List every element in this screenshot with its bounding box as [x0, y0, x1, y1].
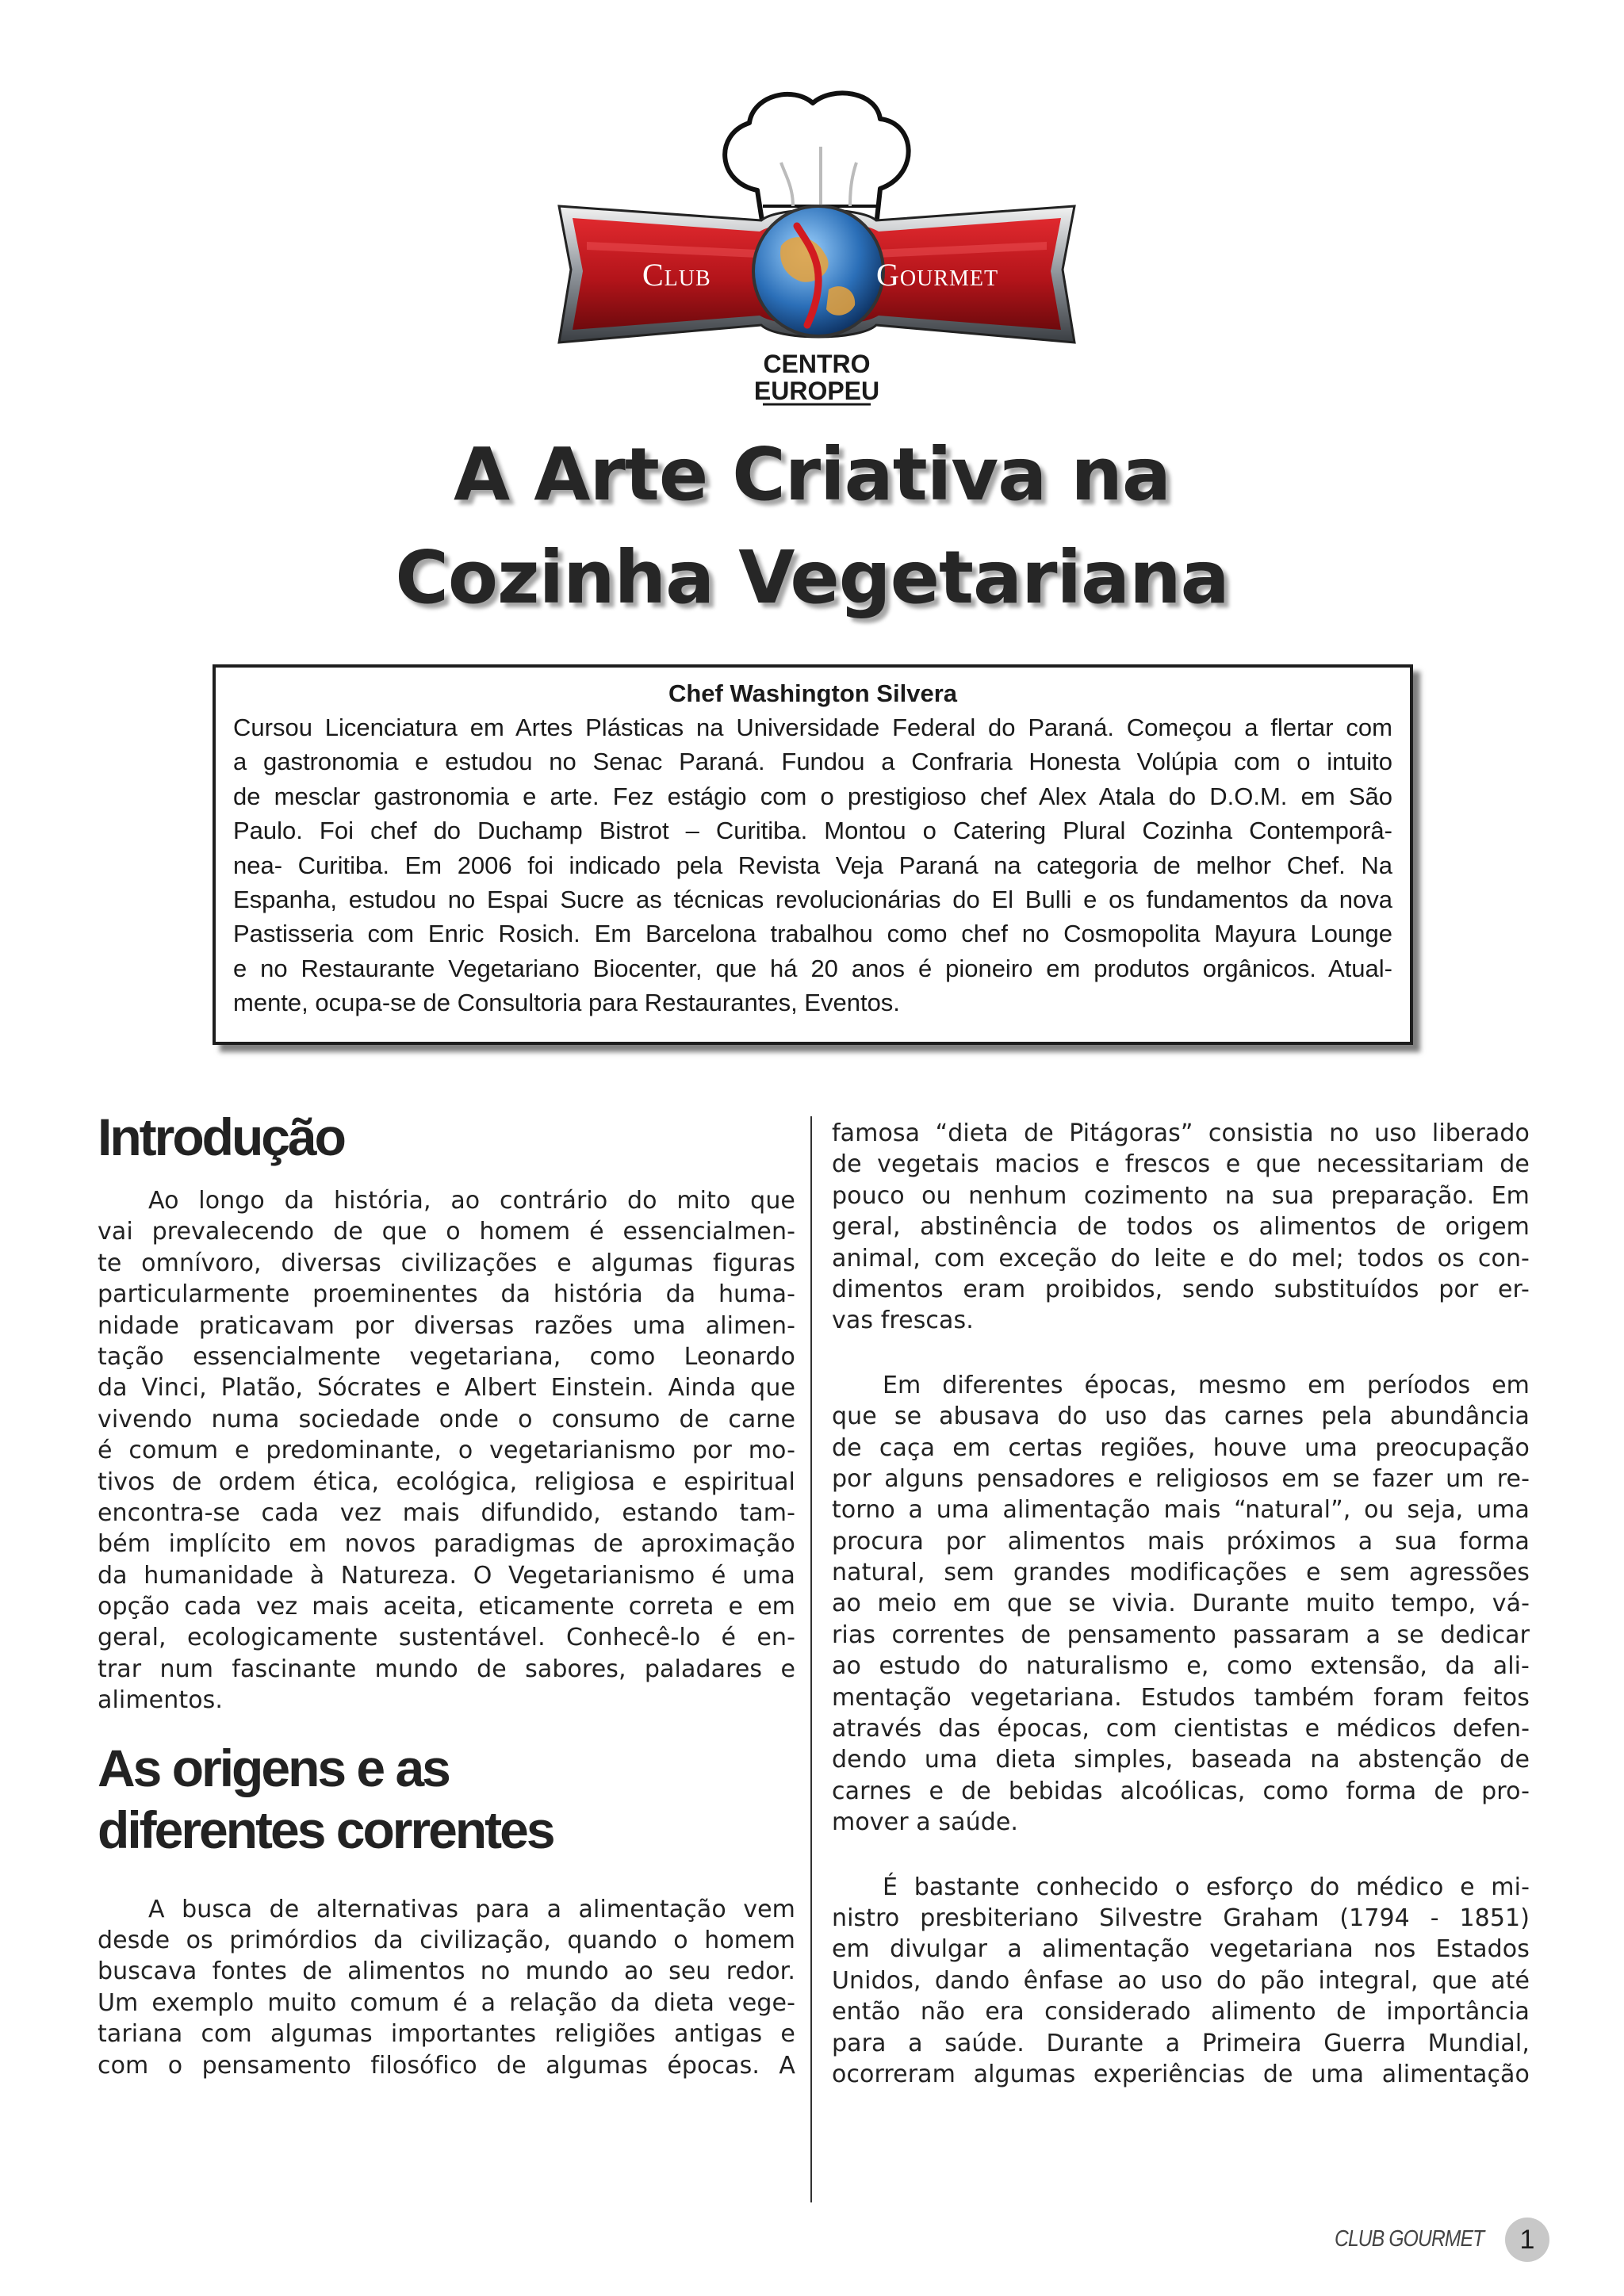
text-line: então não era considerado alimento de importância: [832, 1998, 1530, 2026]
text-line: Um exemplo muito comum é a relação da dieta vege-: [98, 1988, 795, 2017]
text-line: dimentos eram proibidos, sendo substituídos por er-: [832, 1275, 1530, 1303]
text-line: mover a saúde.: [832, 1808, 1019, 1837]
text-line: Ao longo da história, ao contrário do mito que: [148, 1187, 795, 1215]
bio-line: Pastisseria com Enric Rosich. Em Barcelona trabalhou como chef no Cosmopolita Mayura Lounge: [233, 920, 1392, 948]
text-line: pouco ou nenhum cozimento na sua preparação. Em: [832, 1181, 1530, 1210]
text-line: que se abusava do uso das carnes pela abundância: [832, 1402, 1530, 1431]
text-line: vivendo numa sociedade onde o consumo de carne: [98, 1405, 795, 1433]
bio-line: nea- Curitiba. Em 2006 foi indicado pela Revista Veja Paraná na categoria de melhor Chef. Na: [233, 851, 1392, 879]
page-title-line-1: A Arte Criativa na: [454, 432, 1170, 517]
text-line: dendo uma dieta simples, baseada na abstenção de: [832, 1746, 1530, 1774]
text-line: geral, abstinência de todos os alimentos de origem: [832, 1213, 1530, 1242]
club-gourmet-logo: [555, 87, 1078, 420]
text-line: por alguns pensadores e religiosos em se fazer um re-: [832, 1464, 1530, 1493]
page-number-badge: 1: [1505, 2218, 1549, 2262]
bio-line: de mesclar gastronomia e arte. Fez estágio com o prestigioso chef Alex Atala do D.O.M. em São: [233, 782, 1392, 810]
svg-text:Club: Club: [642, 257, 711, 293]
text-line: com o pensamento filosófico de algumas épocas. A: [98, 2051, 795, 2080]
section-heading-origens-line-1: As origens e as: [98, 1738, 449, 1797]
chef-name: Chef Washington Silvera: [668, 679, 957, 707]
text-line: geral, ecologicamente sustentável. Conhecê-lo é en-: [98, 1624, 795, 1652]
text-line: alimentos.: [98, 1686, 224, 1715]
svg-text:EUROPEU: EUROPEU: [753, 377, 880, 405]
text-line: torno a uma alimentação mais “natural”, ou seja, uma: [832, 1496, 1530, 1525]
text-line: ao meio em que se vivia. Durante muito tempo, vá-: [832, 1590, 1530, 1618]
text-line: da humanidade à Natureza. O Vegetarianismo é uma: [98, 1561, 795, 1590]
text-line: buscava fontes de alimentos no mundo ao seu redor.: [98, 1957, 795, 1986]
text-line: trar num fascinante mundo de sabores, paladares e: [98, 1655, 795, 1683]
text-line: particularmente proeminentes da história da huma-: [98, 1280, 795, 1309]
bio-line: mente, ocupa-se de Consultoria para Restaurantes, Eventos.: [233, 989, 900, 1017]
svg-text:CENTRO: CENTRO: [763, 350, 871, 378]
text-line: tação essencialmente vegetariana, como Leonardo: [98, 1342, 795, 1371]
section-heading-origens-line-2: diferentes correntes: [98, 1800, 553, 1859]
logo-graphic: [555, 87, 1078, 420]
text-line: para a saúde. Durante a Primeira Guerra Mundial,: [832, 2029, 1530, 2057]
text-line: vai prevalecendo de que o homem é essencialmen-: [98, 1218, 795, 1246]
page-title-line-2: Cozinha Vegetariana: [395, 535, 1229, 620]
chef-bio-box: [213, 664, 1413, 1045]
text-line: A busca de alternativas para a alimentação vem: [148, 1895, 795, 1923]
text-line: tivos de ordem ética, ecológica, religiosa e espiritual: [98, 1468, 795, 1496]
text-line: através das épocas, com cientistas e médicos defen-: [832, 1715, 1530, 1743]
bio-line: a gastronomia e estudou no Senac Paraná. Fundou a Confraria Honesta Volúpia com o intuito: [233, 748, 1392, 776]
text-line: natural, sem grandes modificações e sem agressões: [832, 1559, 1530, 1587]
right-column: [832, 1118, 1530, 2090]
text-line: vas frescas.: [832, 1307, 974, 1335]
text-line: de vegetais macios e frescos e que necessitariam de: [832, 1150, 1530, 1179]
text-line: da Vinci, Platão, Sócrates e Albert Einstein. Ainda que: [98, 1374, 795, 1402]
text-line: Unidos, dando ênfase ao uso do pão integral, que até: [832, 1966, 1530, 1995]
text-line: é comum e predominante, o vegetarianismo por mo-: [98, 1437, 795, 1465]
text-line: carnes e de bebidas alcoólicas, como forma de pro-: [832, 1777, 1530, 1805]
column-divider: [810, 1116, 812, 2202]
text-line: opção cada vez mais aceita, eticamente correta e em: [98, 1593, 795, 1621]
text-line: tariana com algumas importantes religiões antigas e: [98, 2020, 795, 2049]
text-line: ao estudo do naturalismo e, como extensão, da ali-: [832, 1652, 1530, 1681]
text-line: em divulgar a alimentação vegetariana nos Estados: [832, 1935, 1530, 1964]
svg-text:Gourmet: Gourmet: [876, 257, 999, 293]
text-line: mentação vegetariana. Estudos também foram feitos: [832, 1683, 1530, 1712]
text-line: ocorreram algumas experiências de uma alimentação: [832, 2060, 1530, 2088]
text-line: procura por alimentos mais próximos a sua forma: [832, 1527, 1530, 1556]
bio-line: e no Restaurante Vegetariano Biocenter, que há 20 anos é pioneiro em produtos orgânicos. Atual-: [233, 954, 1392, 982]
left-column: [98, 1106, 795, 2081]
text-line: Em diferentes épocas, mesmo em períodos em: [883, 1371, 1530, 1399]
bio-line: Espanha, estudou no Espai Sucre as técnicas revolucionárias do El Bulli e os fundamentos da nova: [233, 885, 1392, 913]
text-line: nistro presbiteriano Silvestre Graham (1794 - 1851): [832, 1904, 1530, 1932]
text-line: animal, com exceção do leite e do mel; todos os con-: [832, 1244, 1530, 1272]
text-line: de caça em certas regiões, houve uma preocupação: [832, 1433, 1530, 1462]
text-line: famosa “dieta de Pitágoras” consistia no uso liberado: [832, 1119, 1530, 1147]
bio-line: Cursou Licenciatura em Artes Plásticas na Universidade Federal do Paraná. Começou a flertar com: [233, 714, 1392, 741]
text-line: te omnívoro, diversas civilizações e algumas figuras: [98, 1249, 795, 1277]
text-line: encontra-se cada vez mais difundido, estando tam-: [98, 1498, 795, 1527]
text-line: nidade praticavam por diversas razões uma alimen-: [98, 1311, 795, 1340]
footer-brand: CLUB GOURMET: [1335, 2226, 1484, 2252]
bio-line: Paulo. Foi chef do Duchamp Bistrot – Curitiba. Montou o Catering Plural Cozinha Contemporâ-: [233, 817, 1392, 845]
section-heading-introducao: Introdução: [98, 1108, 344, 1166]
text-line: É bastante conhecido o esforço do médico e mi-: [883, 1873, 1530, 1901]
text-line: bém implícito em novos paradigmas de aproximação: [98, 1530, 795, 1559]
text-line: desde os primórdios da civilização, quando o homem: [98, 1927, 795, 1955]
text-line: rias correntes de pensamento passaram a se dedicar: [832, 1621, 1530, 1649]
